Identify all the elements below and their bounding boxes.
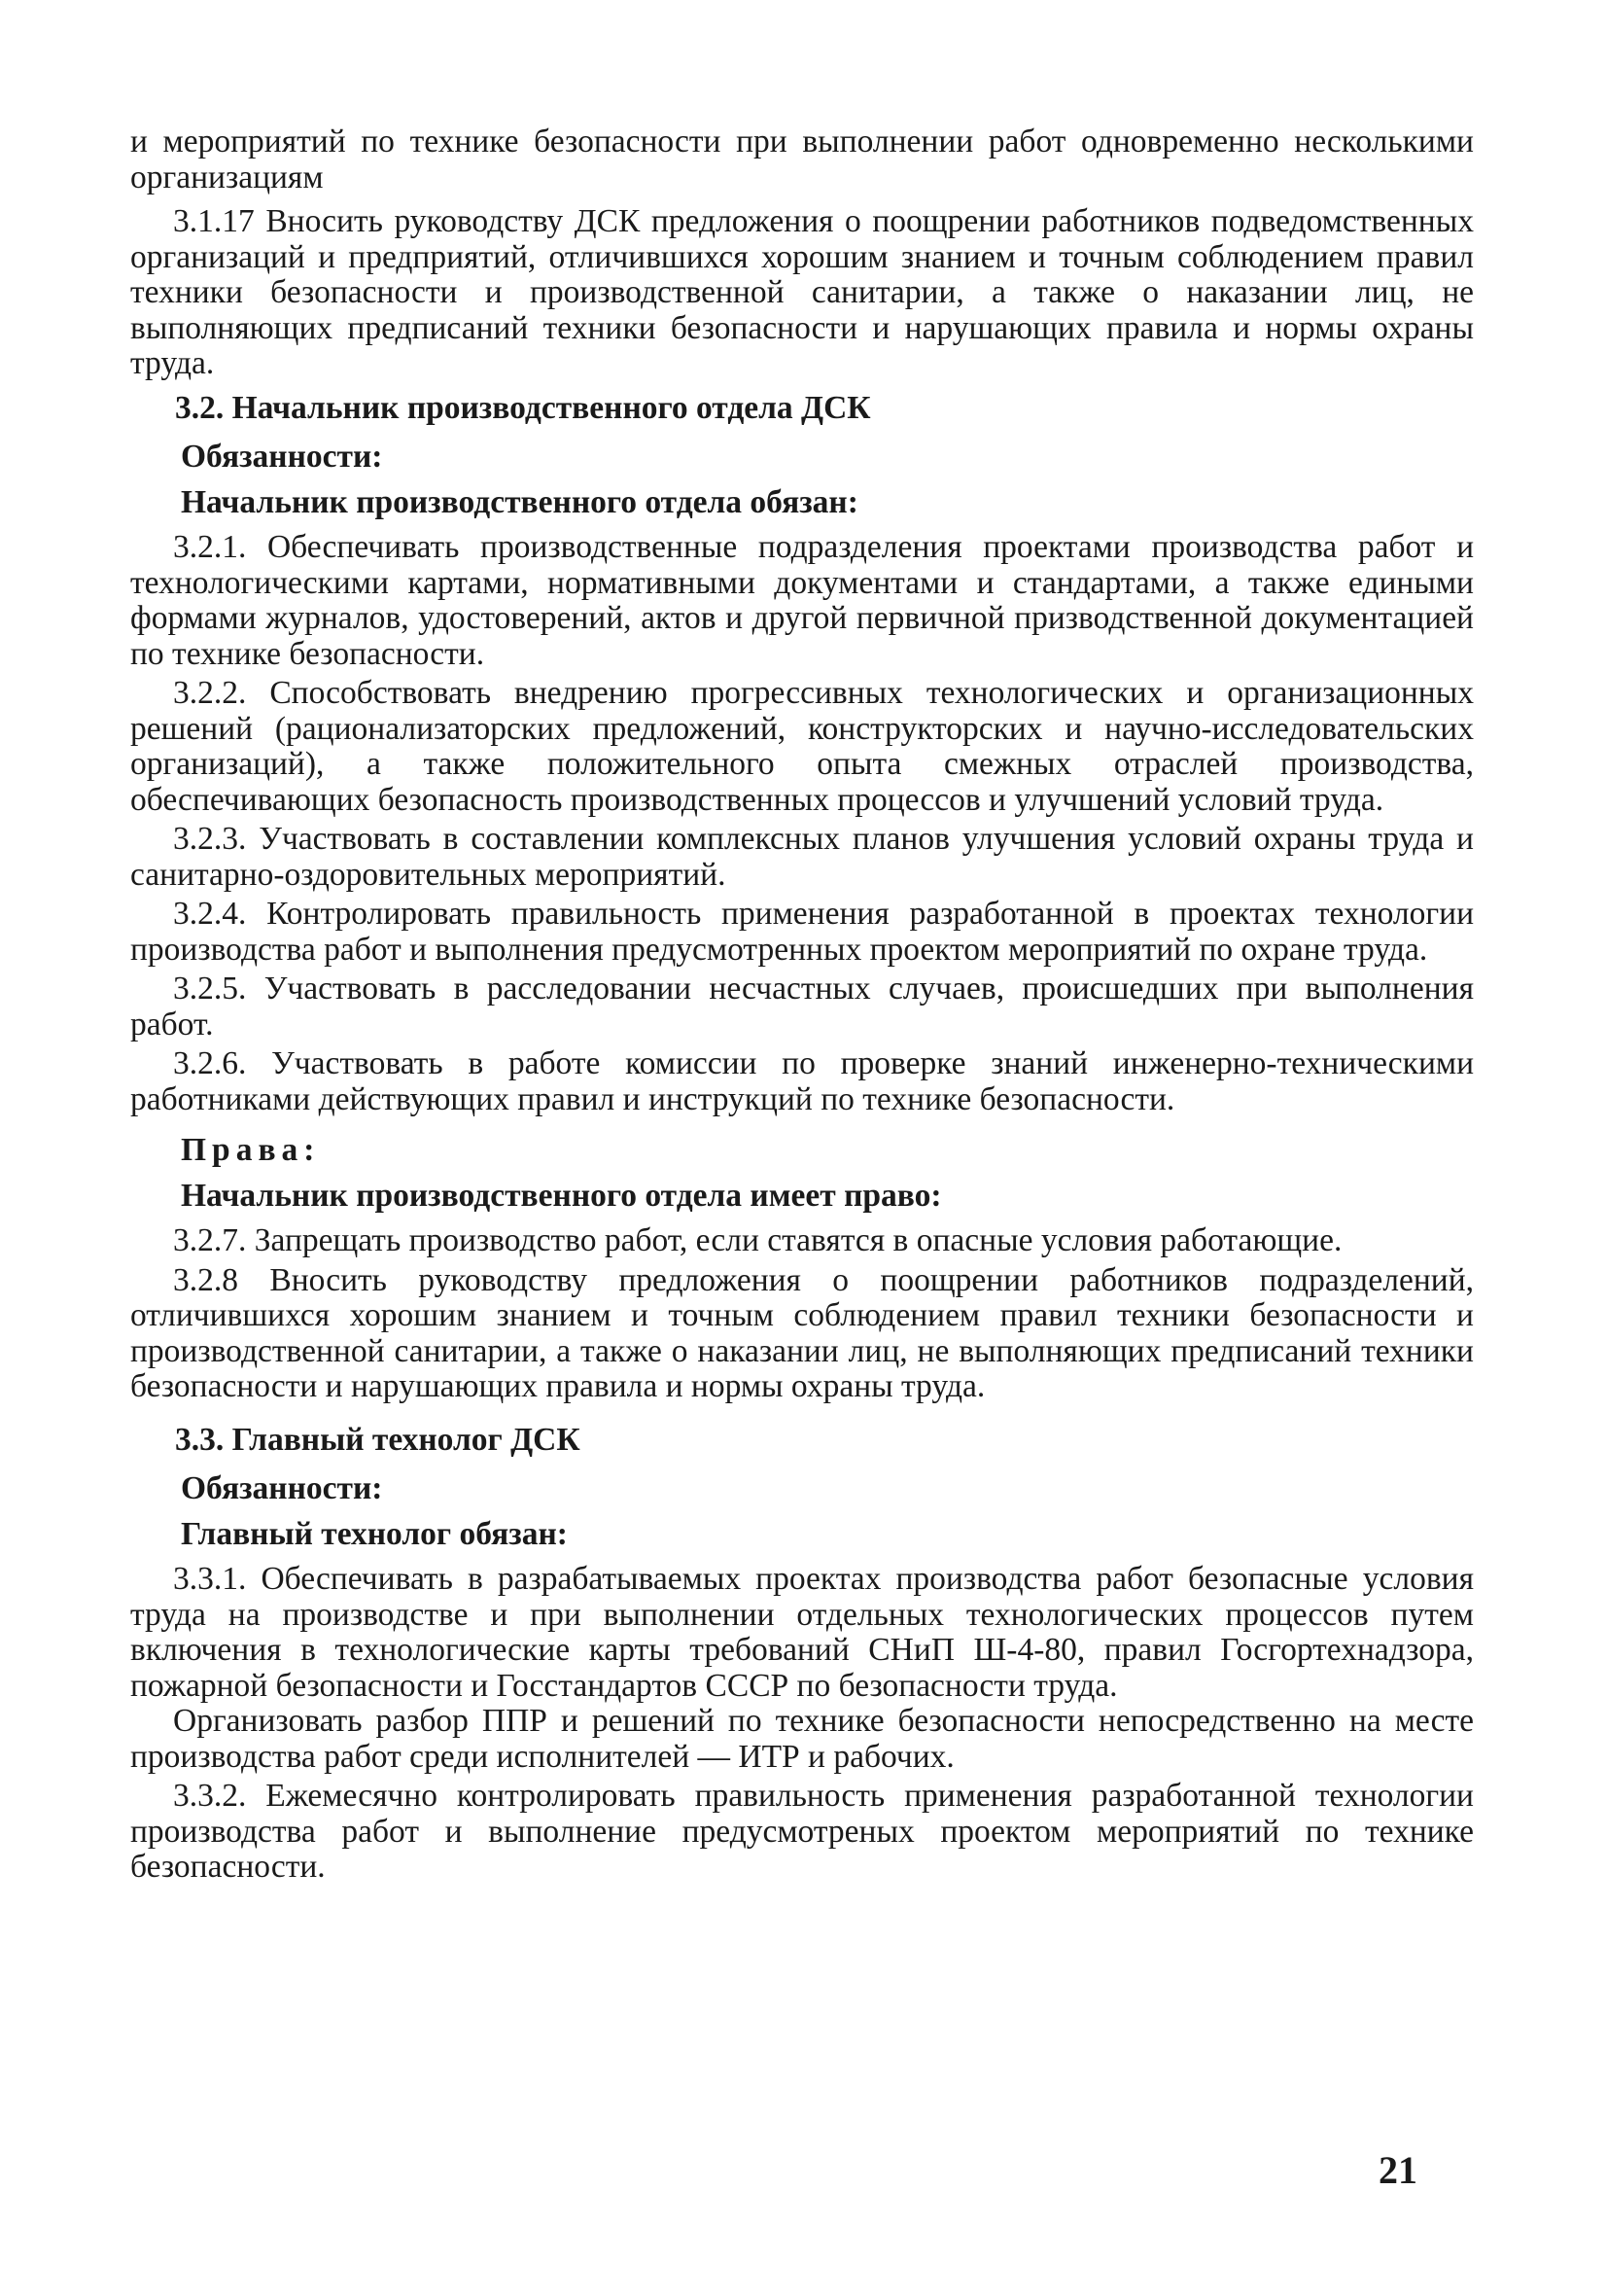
paragraph-3-2-5: 3.2.5. Участвовать в расследовании несчастных случаев, происшедших при выполнения работ. xyxy=(130,971,1474,1042)
paragraph-3-2-2: 3.2.2. Способствовать внедрению прогрессивных технологических и организационных решений (рационализаторских предложений, конструкторских и научно-исследовательских организаций), а также положительного опыта смежных отраслей производства, обеспечивающих безопасность производственных процессов и улучшений условий труда. xyxy=(130,675,1474,818)
paragraph-3-1-17: 3.1.17 Вносить руководству ДСК предложения о поощрении работников подведомственных организаций и предприятий, отличившихся хорошим знанием и точным соблюдением правил техники безопасности и производственной санитарии, а также о наказании лиц, не выполняющих предписаний техники безопасности и нарушающих правила и нормы охраны труда. xyxy=(130,203,1474,381)
paragraph-3-2-4: 3.2.4. Контролировать правильность применения разработанной в проектах технологии производства работ и выполнения предусмотренных проектом мероприятий по охране труда. xyxy=(130,896,1474,968)
paragraph-3-2-3: 3.2.3. Участвовать в составлении комплексных планов улучшения условий охраны труда и санитарно-оздоровительных мероприятий. xyxy=(130,821,1474,893)
paragraph-3-2-8: 3.2.8 Вносить руководству предложения о поощрении работников подразделений, отличившихся хорошим знанием и точным соблюдением правил техники безопасности и производственной санитарии, а также о наказании лиц, не выполняющих предписаний техники безопасности и нарушающих правила и нормы охраны труда. xyxy=(130,1261,1474,1404)
duties-label-3-3: Обязанности: xyxy=(181,1470,383,1506)
duties-subheading-3-3: Главный технолог обязан: xyxy=(181,1515,568,1552)
intro-paragraph: и мероприятий по технике безопасности при выполнении работ одновременно несколькими организациям xyxy=(130,124,1474,195)
section-heading-3-2: 3.2. Начальник производственного отдела ДСК xyxy=(175,389,871,426)
duties-label-3-2: Обязанности: xyxy=(181,439,383,475)
page-number: 21 xyxy=(1379,2148,1417,2192)
duties-subheading-3-2: Начальник производственного отдела обязан: xyxy=(181,483,858,520)
paragraph-3-2-7: 3.2.7. Запрещать производство работ, если ставятся в опасные условия работающие. xyxy=(173,1222,1343,1258)
paragraph-3-2-6: 3.2.6. Участвовать в работе комиссии по проверке знаний инженерно-техническими работниками действующих правил и инструкций по технике безопасности. xyxy=(130,1045,1474,1117)
paragraph-3-3-1: 3.3.1. Обеспечивать в разрабатываемых проектах производства работ безопасные условия труда на производстве и при выполнении отдельных технологических процессов путем включения в технологические карты требований СНиП Ш-4-80, правил Госгортехнадзора, пожарной безопасности и Госстандартов СССР по безопасности труда. xyxy=(130,1561,1474,1704)
rights-label-3-2: Права: xyxy=(181,1132,321,1168)
paragraph-3-2-1: 3.2.1. Обеспечивать производственные подразделения проектами производства работ и технологическими картами, нормативными документами и стандартами, а также едиными формами журналов, удостоверений, актов и другой первичной призводственной документацией по технике безопасности. xyxy=(130,529,1474,672)
paragraph-3-3-1-continuation: Организовать разбор ППР и решений по технике безопасности непосредственно на месте производства работ среди исполнителей — ИТР и рабочих. xyxy=(130,1703,1474,1775)
section-heading-3-3: 3.3. Главный технолог ДСК xyxy=(175,1421,580,1458)
document-page xyxy=(130,124,1474,1890)
paragraph-3-3-2: 3.3.2. Ежемесячно контролировать правильность применения разработанной технологии производства работ и выполнение предусмотреных проектом мероприятий по технике безопасности. xyxy=(130,1778,1474,1885)
rights-subheading-3-2: Начальник производственного отдела имеет право: xyxy=(181,1177,942,1214)
